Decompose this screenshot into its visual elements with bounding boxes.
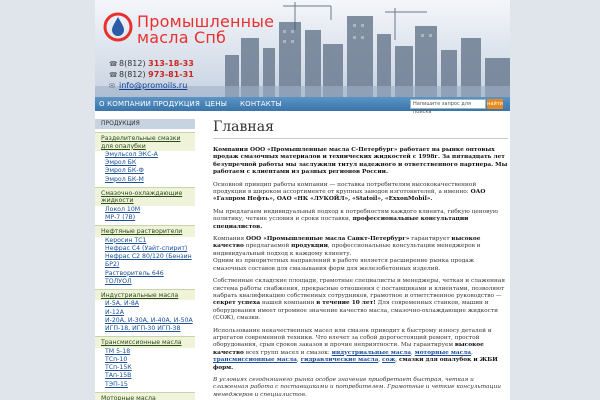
sidebar-group [95, 132, 195, 184]
sidebar-category[interactable]: Нефтяные растворители [95, 225, 195, 237]
sidebar-category[interactable]: Индустриальные масла [95, 289, 195, 301]
sidebar-title: ПРОДУКЦИЯ [95, 119, 195, 129]
phone-icon: ☎ [109, 60, 118, 68]
mail-icon: ✉ [109, 82, 115, 90]
sidebar-item[interactable]: МР-7 (7В) [105, 214, 136, 222]
page-title: Главная [213, 119, 508, 139]
sidebar-item[interactable]: Керосин ТС1 [105, 236, 147, 244]
sidebar-item[interactable]: Эмульсол ЭКС-А [105, 151, 158, 158]
brand-line-2: масла Спб [137, 28, 227, 47]
sidebar-category[interactable]: Моторные масла [95, 392, 195, 400]
phone-2[interactable]: ☎8(812) 973-81-31 [109, 70, 194, 79]
link-motor-oils[interactable]: моторные масла [414, 349, 471, 356]
sidebar-category[interactable]: Разделительные смазки для опалубки [95, 132, 195, 151]
search-input[interactable]: Напишите запрос для поиска [410, 99, 486, 109]
paragraph-approach: Мы предлагаем индивидуальный подход к потребностям каждого клиента, гибкую ценовую политику, четкие условия и сроки поставки, профессиональные консультации специалистов. [213, 208, 498, 230]
nav-about[interactable]: О КОМПАНИИ [99, 100, 152, 108]
email-row [109, 80, 194, 91]
paragraph-success: Собственные складские площади, грамотные специалисты и менеджеры, четкая и слаженная система работы снабжения, прекрасные отношения с поставщиками и клиентами, позволяют набрать квалификацию собственных сотрудников, грамотное и ответственное руководство — секрет успеха нашей компании в течение 10 лет! Для современных станков, машин и оборудования имеет огромное значение качество масла, смазочно-охлаждающие жидкости (СОЖ), смазки. [213, 278, 505, 322]
sidebar-category[interactable]: Трансмиссионные масла [95, 336, 195, 348]
sidebar-item[interactable]: Нефрас С2 80/120 (Бензин БР2) [105, 253, 192, 269]
paragraph-market: В условиях сегодняшнего рынка особое значение приобретает быстрая, четкая и слаженная работа с поставщиками и потребителем. Грамотные и четкие консультации менеджеров и специалистов. [213, 376, 502, 398]
link-coolants[interactable]: сож [382, 357, 396, 364]
link-transmission-oils[interactable]: трансмиссионные масла [213, 357, 297, 364]
sidebar-group [95, 336, 195, 389]
phone-1[interactable]: ☎8(812) 313-18-33 [109, 59, 194, 68]
nav-products[interactable]: ПРОДУКЦИЯ [153, 100, 201, 108]
contacts-block [109, 58, 194, 91]
header [95, 0, 510, 97]
paragraph-intro: Компания ООО «Промышленные масла С-Петербург» работает на рынке оптовых продаж смазочных материалов и технических жидкостей с 1998г. За пятнадцать лет безупречной работы мы заслужили титул надежного и ответственного партнера. Мы работаем с клиентами из разных регионов России. [213, 147, 508, 176]
nav-contacts[interactable]: КОНТАКТЫ [240, 100, 282, 108]
sidebar-group [95, 187, 195, 222]
nav-prices[interactable]: ЦЕНЫ [205, 100, 228, 108]
sidebar-group [95, 289, 195, 333]
sidebar-item[interactable]: ИГП-18, ИГП-30 ИГП-38 [105, 325, 181, 333]
link-industrial-oils[interactable]: индустриальные масла [331, 349, 411, 356]
sidebar-item[interactable]: ТСп-10 [105, 355, 128, 363]
brand-name [137, 14, 274, 46]
sidebar-item[interactable]: И-20А, И-30А, И-40А, И-50А [105, 316, 193, 324]
sidebar-item[interactable]: Локол 10М [105, 205, 141, 213]
sidebar-category[interactable]: Смазочно-охлаждающие жидкости [95, 187, 195, 206]
sidebar-item[interactable]: ТМ 5-18 [105, 347, 131, 355]
sidebar-item[interactable]: И-12А [105, 308, 124, 316]
sidebar-group [95, 225, 195, 286]
sidebar-item[interactable]: Нефрас С4 (Уайт-спирит) [105, 244, 188, 252]
phone-icon: ☎ [109, 71, 118, 79]
paragraph-principle: Основной принцип работы компании — поставка потребителям высококачественной продукции в широком ассортименте от крупных заводов изготовителей, а именно: ОАО «Газпром Нефть», ОАО «НК «ЛУКОЙЛ», «Statoil», «ExxonMobil». [213, 181, 486, 203]
sidebar-group [95, 392, 195, 400]
paragraph-quality: Использование некачественных масел или смазок приводит к быстрому износу деталей и агрегатов современной техники. Что влечет за собой дорогостоящий ремонт, простой оборудования, срыв сроков заказов и прочие неприятности. Мы гарантируем высокое качество всех групп масел и смазок: индустриальные масла, моторные масла, трансмиссионные масла, гидравлические масла, сож, смазки для опалубок и ЖБИ форм. [213, 327, 498, 371]
email-link[interactable]: info@promoils.ru [119, 81, 188, 90]
sidebar-item[interactable]: Растворитель 646 [105, 269, 164, 277]
main-nav [95, 97, 510, 115]
sidebar-item[interactable]: Эмрол БК-Ф [105, 167, 144, 175]
sidebar-item[interactable]: Эмрол БК-М [105, 175, 144, 183]
paragraph-guarantee: Компания ООО «Промышленные масла Санкт-Петербург» гарантирует высокое качество предлагаемой продукции, профессиональные консультации менеджеров и индивидуальный подход к каждому клиенту. Одним из приоритетных направлений в работе является расширение рынка продаж смазочных составов для смазывания форм для железобетонных изделий. [213, 236, 481, 272]
sidebar-item[interactable]: Эмрол БК [105, 159, 137, 167]
sidebar-item[interactable]: ТСп-15К [105, 364, 132, 372]
sidebar-item[interactable]: ТОЛУОЛ [105, 277, 132, 285]
brand-line-1: Промышленные [137, 12, 275, 31]
sidebar-item[interactable]: ТЭП-15 [105, 380, 128, 388]
sidebar-item[interactable]: И-5А, И-8А [105, 300, 139, 308]
sidebar [95, 119, 195, 400]
sidebar-item[interactable]: ТАп-15В [105, 372, 132, 380]
search-button[interactable]: найти [487, 101, 503, 107]
main-content [213, 119, 508, 400]
company-logo [103, 12, 133, 42]
link-hydraulic-oils[interactable]: гидравлические масла [300, 357, 379, 364]
